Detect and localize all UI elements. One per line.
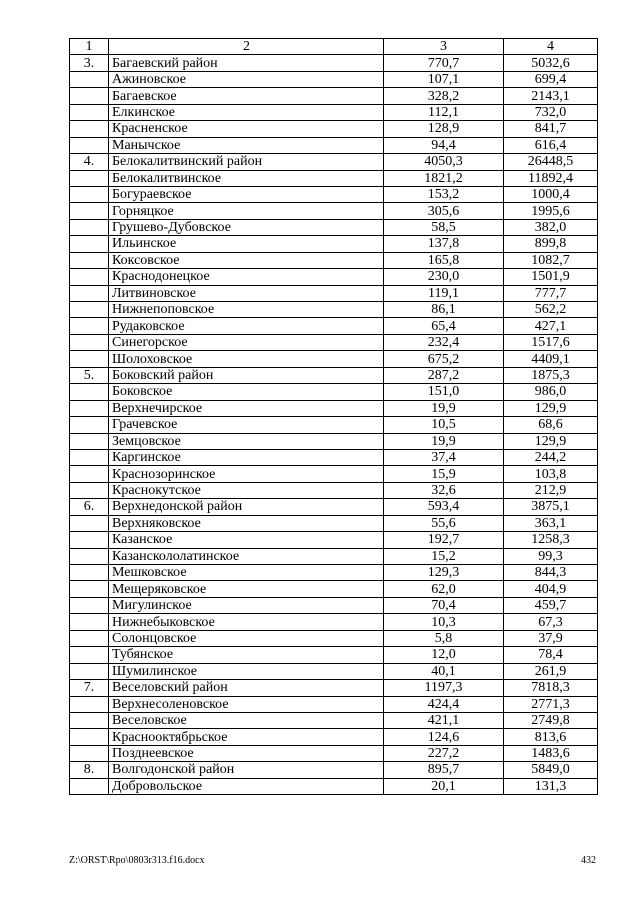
- row-number-cell: [70, 417, 109, 433]
- value-col-3-cell: 58,5: [384, 219, 504, 235]
- value-col-4-cell: 813,6: [504, 729, 598, 745]
- territory-name-cell: Краснозоринское: [109, 466, 384, 482]
- territory-name-cell: Мигулинское: [109, 597, 384, 613]
- value-col-4-cell: 78,4: [504, 647, 598, 663]
- territory-name-cell: Краснодонецкое: [109, 269, 384, 285]
- row-number-cell: [70, 252, 109, 268]
- row-number-cell: [70, 400, 109, 416]
- value-col-3-cell: 328,2: [384, 88, 504, 104]
- value-col-4-cell: 261,9: [504, 663, 598, 679]
- row-number-cell: [70, 515, 109, 531]
- value-col-3-cell: 151,0: [384, 384, 504, 400]
- value-col-4-cell: 732,0: [504, 104, 598, 120]
- value-col-3-cell: 119,1: [384, 285, 504, 301]
- value-col-4-cell: 986,0: [504, 384, 598, 400]
- territory-name-cell: Белокалитвинский район: [109, 154, 384, 170]
- table-row: [70, 400, 598, 416]
- territory-name-cell: Боковский район: [109, 367, 384, 383]
- value-col-3-cell: 19,9: [384, 400, 504, 416]
- table-row: [70, 203, 598, 219]
- row-number-cell: [70, 532, 109, 548]
- table-row: [70, 515, 598, 531]
- territory-name-cell: Казанское: [109, 532, 384, 548]
- row-number-cell: 6.: [70, 499, 109, 515]
- table-row: [70, 696, 598, 712]
- table-row: [70, 55, 598, 71]
- territory-name-cell: Земцовское: [109, 433, 384, 449]
- territory-name-cell: Белокалитвинское: [109, 170, 384, 186]
- row-number-cell: [70, 318, 109, 334]
- table-row: [70, 630, 598, 646]
- table-row: [70, 663, 598, 679]
- row-number-cell: [70, 663, 109, 679]
- value-col-3-cell: 232,4: [384, 334, 504, 350]
- value-col-3-cell: 192,7: [384, 532, 504, 548]
- table-row: [70, 88, 598, 104]
- row-number-cell: [70, 334, 109, 350]
- table-row: [70, 170, 598, 186]
- territory-name-cell: Волгодонской район: [109, 762, 384, 778]
- territory-name-cell: Шолоховское: [109, 351, 384, 367]
- table-row: [70, 532, 598, 548]
- table-row: [70, 482, 598, 498]
- value-col-3-cell: 32,6: [384, 482, 504, 498]
- territory-name-cell: Позднеевское: [109, 745, 384, 761]
- row-number-cell: 3.: [70, 55, 109, 71]
- row-number-cell: [70, 384, 109, 400]
- value-col-3-cell: 37,4: [384, 449, 504, 465]
- value-col-3-cell: 421,1: [384, 712, 504, 728]
- value-col-4-cell: 5032,6: [504, 55, 598, 71]
- table-row: [70, 367, 598, 383]
- value-col-3-cell: 94,4: [384, 137, 504, 153]
- value-col-3-cell: 1821,2: [384, 170, 504, 186]
- value-col-4-cell: 212,9: [504, 482, 598, 498]
- column-header-1: 1: [70, 39, 109, 55]
- value-col-3-cell: 107,1: [384, 71, 504, 87]
- value-col-3-cell: 55,6: [384, 515, 504, 531]
- value-col-3-cell: 5,8: [384, 630, 504, 646]
- table-row: [70, 252, 598, 268]
- value-col-4-cell: 26448,5: [504, 154, 598, 170]
- row-number-cell: [70, 351, 109, 367]
- table-row: [70, 597, 598, 613]
- value-col-4-cell: 103,8: [504, 466, 598, 482]
- value-col-4-cell: 1995,6: [504, 203, 598, 219]
- value-col-3-cell: 10,3: [384, 614, 504, 630]
- territory-name-cell: Мешковское: [109, 565, 384, 581]
- table-row: [70, 565, 598, 581]
- value-col-3-cell: 675,2: [384, 351, 504, 367]
- territory-name-cell: Казанскололатинское: [109, 548, 384, 564]
- column-header-2: 2: [109, 39, 384, 55]
- value-col-4-cell: 37,9: [504, 630, 598, 646]
- value-col-3-cell: 86,1: [384, 302, 504, 318]
- row-number-cell: [70, 121, 109, 137]
- value-col-3-cell: 424,4: [384, 696, 504, 712]
- row-number-cell: 7.: [70, 680, 109, 696]
- row-number-cell: [70, 482, 109, 498]
- territory-name-cell: Ильинское: [109, 236, 384, 252]
- territory-name-cell: Рудаковское: [109, 318, 384, 334]
- value-col-4-cell: 3875,1: [504, 499, 598, 515]
- territory-name-cell: Багаевское: [109, 88, 384, 104]
- value-col-4-cell: 844,3: [504, 565, 598, 581]
- value-col-3-cell: 227,2: [384, 745, 504, 761]
- data-table: [69, 38, 598, 795]
- territory-name-cell: Грачевское: [109, 417, 384, 433]
- value-col-3-cell: 15,9: [384, 466, 504, 482]
- territory-name-cell: Тубянское: [109, 647, 384, 663]
- territory-name-cell: Верхнечирское: [109, 400, 384, 416]
- table-row: [70, 351, 598, 367]
- value-col-4-cell: 562,2: [504, 302, 598, 318]
- table-row: [70, 449, 598, 465]
- row-number-cell: [70, 236, 109, 252]
- territory-name-cell: Верхнесоленовское: [109, 696, 384, 712]
- table-row: [70, 499, 598, 515]
- territory-name-cell: Нижнепоповское: [109, 302, 384, 318]
- value-col-4-cell: 1082,7: [504, 252, 598, 268]
- row-number-cell: 8.: [70, 762, 109, 778]
- table-row: [70, 729, 598, 745]
- row-number-cell: [70, 88, 109, 104]
- territory-name-cell: Елкинское: [109, 104, 384, 120]
- table-row: [70, 762, 598, 778]
- row-number-cell: [70, 581, 109, 597]
- value-col-4-cell: 5849,0: [504, 762, 598, 778]
- table-row: [70, 581, 598, 597]
- territory-name-cell: Краснокутское: [109, 482, 384, 498]
- column-header-3: 3: [384, 39, 504, 55]
- row-number-cell: [70, 433, 109, 449]
- value-col-3-cell: 1197,3: [384, 680, 504, 696]
- value-col-4-cell: 11892,4: [504, 170, 598, 186]
- value-col-4-cell: 777,7: [504, 285, 598, 301]
- footer-file-path: Z:\ORST\Rpo\0803r313.f16.docx: [69, 855, 205, 866]
- value-col-3-cell: 12,0: [384, 647, 504, 663]
- table-row: [70, 236, 598, 252]
- table-row: [70, 778, 598, 794]
- territory-name-cell: Богураевское: [109, 186, 384, 202]
- table-row: [70, 269, 598, 285]
- value-col-4-cell: 459,7: [504, 597, 598, 613]
- value-col-4-cell: 1258,3: [504, 532, 598, 548]
- territory-name-cell: Синегорское: [109, 334, 384, 350]
- value-col-4-cell: 616,4: [504, 137, 598, 153]
- table-row: [70, 186, 598, 202]
- territory-name-cell: Грушево-Дубовское: [109, 219, 384, 235]
- value-col-3-cell: 593,4: [384, 499, 504, 515]
- value-col-3-cell: 65,4: [384, 318, 504, 334]
- table-row: [70, 614, 598, 630]
- table-row: [70, 104, 598, 120]
- value-col-4-cell: 1000,4: [504, 186, 598, 202]
- row-number-cell: [70, 219, 109, 235]
- row-number-cell: [70, 565, 109, 581]
- table-row: [70, 548, 598, 564]
- value-col-3-cell: 165,8: [384, 252, 504, 268]
- territory-name-cell: Каргинское: [109, 449, 384, 465]
- table-row: [70, 318, 598, 334]
- table-header-row: [70, 39, 598, 55]
- value-col-4-cell: 1875,3: [504, 367, 598, 383]
- value-col-4-cell: 899,8: [504, 236, 598, 252]
- table-row: [70, 219, 598, 235]
- value-col-4-cell: 4409,1: [504, 351, 598, 367]
- row-number-cell: [70, 630, 109, 646]
- value-col-3-cell: 20,1: [384, 778, 504, 794]
- territory-name-cell: Горняцкое: [109, 203, 384, 219]
- value-col-3-cell: 70,4: [384, 597, 504, 613]
- value-col-4-cell: 7818,3: [504, 680, 598, 696]
- value-col-4-cell: 2143,1: [504, 88, 598, 104]
- row-number-cell: [70, 170, 109, 186]
- table-row: [70, 466, 598, 482]
- row-number-cell: [70, 203, 109, 219]
- table-row: [70, 680, 598, 696]
- value-col-4-cell: 1483,6: [504, 745, 598, 761]
- row-number-cell: [70, 302, 109, 318]
- row-number-cell: [70, 614, 109, 630]
- territory-name-cell: Багаевский район: [109, 55, 384, 71]
- value-col-3-cell: 305,6: [384, 203, 504, 219]
- table-row: [70, 334, 598, 350]
- row-number-cell: [70, 712, 109, 728]
- value-col-4-cell: 1501,9: [504, 269, 598, 285]
- territory-name-cell: Манычское: [109, 137, 384, 153]
- territory-name-cell: Солонцовское: [109, 630, 384, 646]
- value-col-4-cell: 363,1: [504, 515, 598, 531]
- table-row: [70, 71, 598, 87]
- table-row: [70, 121, 598, 137]
- value-col-3-cell: 19,9: [384, 433, 504, 449]
- value-col-3-cell: 124,6: [384, 729, 504, 745]
- row-number-cell: 4.: [70, 154, 109, 170]
- value-col-3-cell: 770,7: [384, 55, 504, 71]
- territory-name-cell: Добровольское: [109, 778, 384, 794]
- row-number-cell: [70, 449, 109, 465]
- row-number-cell: [70, 71, 109, 87]
- value-col-3-cell: 4050,3: [384, 154, 504, 170]
- value-col-3-cell: 153,2: [384, 186, 504, 202]
- row-number-cell: [70, 269, 109, 285]
- value-col-4-cell: 404,9: [504, 581, 598, 597]
- value-col-4-cell: 427,1: [504, 318, 598, 334]
- table-row: [70, 154, 598, 170]
- territory-name-cell: Веселовский район: [109, 680, 384, 696]
- value-col-3-cell: 895,7: [384, 762, 504, 778]
- value-col-3-cell: 287,2: [384, 367, 504, 383]
- row-number-cell: [70, 778, 109, 794]
- table-row: [70, 712, 598, 728]
- territory-name-cell: Красненское: [109, 121, 384, 137]
- row-number-cell: [70, 729, 109, 745]
- territory-name-cell: Литвиновское: [109, 285, 384, 301]
- value-col-3-cell: 40,1: [384, 663, 504, 679]
- table-row: [70, 745, 598, 761]
- value-col-4-cell: 129,9: [504, 400, 598, 416]
- territory-name-cell: Веселовское: [109, 712, 384, 728]
- territory-name-cell: Коксовское: [109, 252, 384, 268]
- value-col-3-cell: 137,8: [384, 236, 504, 252]
- value-col-4-cell: 129,9: [504, 433, 598, 449]
- value-col-4-cell: 68,6: [504, 417, 598, 433]
- table-row: [70, 647, 598, 663]
- value-col-4-cell: 244,2: [504, 449, 598, 465]
- table-row: [70, 433, 598, 449]
- row-number-cell: [70, 186, 109, 202]
- value-col-4-cell: 841,7: [504, 121, 598, 137]
- footer-page-number: 432: [581, 855, 596, 866]
- value-col-3-cell: 230,0: [384, 269, 504, 285]
- value-col-3-cell: 10,5: [384, 417, 504, 433]
- row-number-cell: [70, 466, 109, 482]
- value-col-3-cell: 15,2: [384, 548, 504, 564]
- value-col-3-cell: 112,1: [384, 104, 504, 120]
- value-col-4-cell: 131,3: [504, 778, 598, 794]
- territory-name-cell: Ажиновское: [109, 71, 384, 87]
- table-row: [70, 137, 598, 153]
- value-col-4-cell: 99,3: [504, 548, 598, 564]
- row-number-cell: [70, 285, 109, 301]
- row-number-cell: [70, 104, 109, 120]
- value-col-3-cell: 62,0: [384, 581, 504, 597]
- value-col-4-cell: 67,3: [504, 614, 598, 630]
- row-number-cell: [70, 548, 109, 564]
- value-col-3-cell: 128,9: [384, 121, 504, 137]
- territory-name-cell: Нижнебыковское: [109, 614, 384, 630]
- value-col-4-cell: 1517,6: [504, 334, 598, 350]
- value-col-4-cell: 699,4: [504, 71, 598, 87]
- territory-name-cell: Верхняковское: [109, 515, 384, 531]
- value-col-3-cell: 129,3: [384, 565, 504, 581]
- row-number-cell: [70, 696, 109, 712]
- row-number-cell: 5.: [70, 367, 109, 383]
- table-row: [70, 302, 598, 318]
- table-row: [70, 285, 598, 301]
- column-header-4: 4: [504, 39, 598, 55]
- row-number-cell: [70, 745, 109, 761]
- table-body: [70, 39, 598, 795]
- territory-name-cell: Боковское: [109, 384, 384, 400]
- table-row: [70, 417, 598, 433]
- territory-name-cell: Краснооктябрьское: [109, 729, 384, 745]
- value-col-4-cell: 2749,8: [504, 712, 598, 728]
- value-col-4-cell: 2771,3: [504, 696, 598, 712]
- territory-name-cell: Верхнедонской район: [109, 499, 384, 515]
- value-col-4-cell: 382,0: [504, 219, 598, 235]
- table-row: [70, 384, 598, 400]
- territory-name-cell: Шумилинское: [109, 663, 384, 679]
- row-number-cell: [70, 597, 109, 613]
- row-number-cell: [70, 137, 109, 153]
- territory-name-cell: Мещеряковское: [109, 581, 384, 597]
- row-number-cell: [70, 647, 109, 663]
